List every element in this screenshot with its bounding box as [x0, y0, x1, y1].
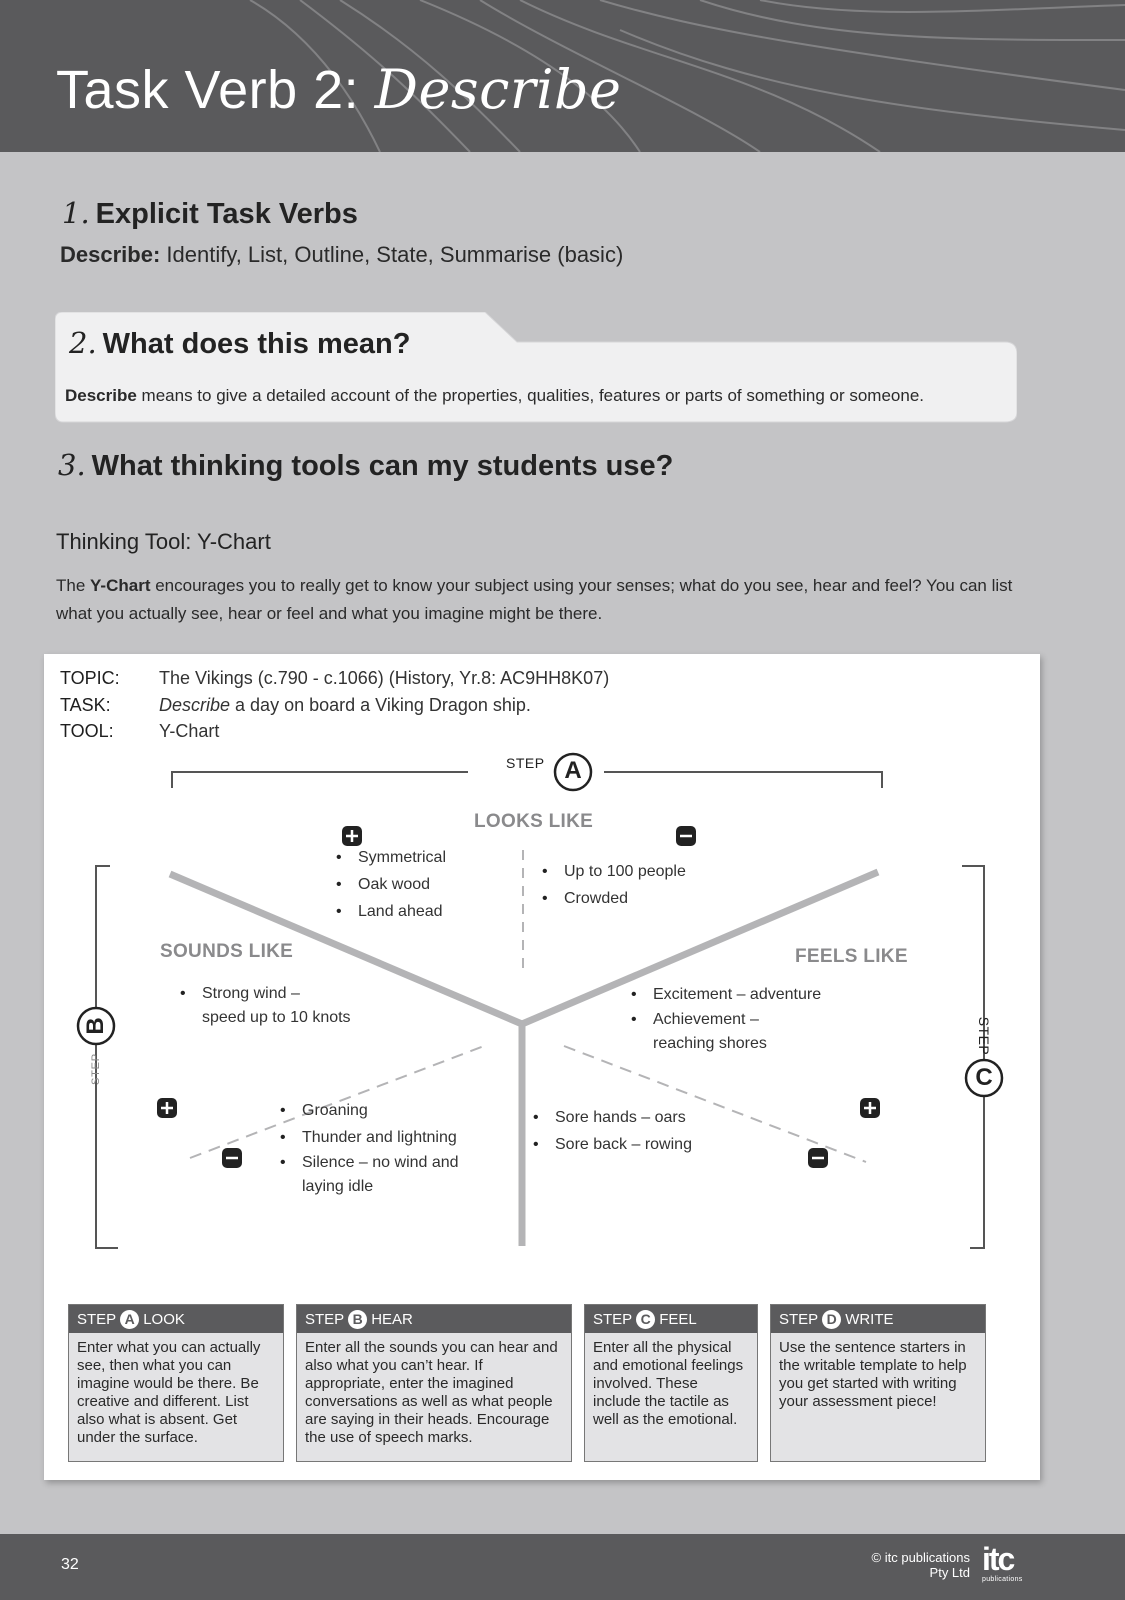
step-letter-badge: D — [822, 1310, 841, 1329]
minus-icon — [808, 1148, 828, 1168]
list-item-continuation: reaching shores — [653, 1035, 767, 1052]
copyright — [830, 1550, 970, 1580]
step-a-bracket-right — [604, 772, 882, 788]
step-b-box — [296, 1304, 572, 1462]
section-3-heading — [58, 448, 673, 483]
meaning-bold: Describe — [65, 386, 137, 405]
list-item: • Silence – no wind and — [278, 1151, 459, 1175]
step-d-header — [771, 1305, 985, 1333]
list-item-continuation: laying idle — [302, 1178, 374, 1195]
title-plain: Task Verb 2: — [56, 60, 375, 120]
explicit-verbs-text: Identify, List, Outline, State, Summarise (basic) — [160, 242, 624, 267]
plus-icon — [157, 1098, 177, 1118]
list-item: • Thunder and lightning — [278, 1124, 459, 1151]
looks-plus-list — [334, 844, 446, 925]
list-item: • Strong wind – — [178, 982, 351, 1006]
ychart-diagram — [44, 654, 1040, 1294]
copyright-line-2: Pty Ltd — [929, 1565, 970, 1580]
step-b-text: Enter all the sounds you can hear and also what you can’t hear. If appropriate, enter the imagined conversations as well as what people are saying in their heads. Encourage the use of speech marks. — [305, 1339, 558, 1446]
sounds-like-heading: SOUNDS LIKE — [160, 941, 294, 962]
plus-icon — [342, 826, 362, 846]
list-item: • Excitement – adventure — [629, 981, 821, 1008]
page-footer — [0, 1534, 1125, 1600]
copyright-line-1: © itc publications — [871, 1550, 970, 1565]
section-2-number: 2. — [69, 326, 97, 360]
step-d-text: Use the sentence starters in the writable template to help you get started with writing your assessment piece! — [779, 1339, 967, 1410]
step-action: WRITE — [845, 1310, 894, 1328]
meaning-callout — [55, 312, 1017, 427]
intro-bold: Y-Chart — [90, 576, 151, 595]
section-2-title: What does this mean? — [102, 328, 411, 360]
step-a-word: STEP — [506, 755, 545, 771]
step-action: LOOK — [143, 1310, 185, 1328]
step-a-header — [69, 1305, 283, 1333]
feels-plus-list — [629, 981, 821, 1056]
step-b-letter: B — [82, 1017, 109, 1035]
minus-icon — [676, 826, 696, 846]
step-d-box — [770, 1304, 986, 1462]
topic-label: TOPIC: — [60, 668, 120, 688]
step-c-word: STEP — [976, 1016, 992, 1056]
section-1-title: Explicit Task Verbs — [95, 198, 358, 230]
looks-like-heading: LOOKS LIKE — [474, 811, 594, 832]
step-b-word: STEP — [90, 1053, 102, 1085]
page-title — [56, 58, 622, 121]
list-item: • Groaning — [278, 1097, 459, 1124]
section-1-number: 1. — [62, 196, 90, 230]
sounds-minus-list — [278, 1097, 459, 1199]
step-c-box — [584, 1304, 758, 1462]
thinking-tool-title: Thinking Tool: Y-Chart — [56, 529, 271, 554]
step-a-box — [68, 1304, 284, 1462]
list-item: • Land ahead — [334, 898, 446, 925]
feels-like-heading: FEELS LIKE — [795, 946, 908, 967]
list-item: • Oak wood — [334, 871, 446, 898]
page-number: 32 — [61, 1556, 79, 1573]
list-item: • Sore back – rowing — [531, 1131, 692, 1158]
title-script: Describe — [374, 58, 622, 121]
step-c-header — [585, 1305, 757, 1333]
intro-pre: The — [56, 576, 91, 595]
list-item: • Symmetrical — [334, 844, 446, 871]
ychart-panel — [44, 654, 1040, 1480]
tool-value: Y-Chart — [159, 721, 220, 741]
meaning-text — [65, 386, 924, 406]
list-item: • Up to 100 people — [540, 858, 686, 885]
step-word: STEP — [779, 1310, 819, 1328]
logo-text: itc — [982, 1541, 1014, 1577]
feels-minus-list — [531, 1104, 692, 1158]
step-letter-badge: C — [636, 1310, 655, 1329]
explicit-verbs-line — [60, 242, 623, 268]
step-letter-badge: A — [120, 1310, 139, 1329]
page-header — [0, 0, 1125, 152]
plus-icon — [860, 1098, 880, 1118]
step-letter-badge: B — [348, 1310, 367, 1329]
section-1-heading — [62, 196, 358, 231]
step-c-text: Enter all the physical and emotional feelings involved. These include the tactile as well as the emotional. — [593, 1339, 744, 1428]
step-b-header — [297, 1305, 571, 1333]
step-word: STEP — [77, 1310, 117, 1328]
step-word: STEP — [593, 1310, 633, 1328]
list-item-continuation: speed up to 10 knots — [202, 1009, 351, 1026]
step-c-letter: C — [975, 1064, 993, 1091]
list-item: • Achievement – — [629, 1008, 821, 1032]
topic-value: The Vikings (c.790 - c.1066) (History, Yr.8: AC9HH8K07) — [159, 668, 610, 688]
task-italic: Describe — [159, 695, 231, 715]
ychart-intro — [56, 572, 1016, 628]
step-a-letter: A — [564, 757, 582, 784]
describe-label: Describe: — [60, 242, 161, 267]
task-label: TASK: — [60, 695, 111, 715]
step-c-bracket — [962, 866, 984, 1248]
step-a-bracket-left — [172, 772, 468, 788]
step-action: HEAR — [371, 1310, 413, 1328]
tool-label: TOOL: — [60, 721, 114, 741]
step-action: FEEL — [659, 1310, 697, 1328]
list-item: • Crowded — [540, 885, 686, 912]
sounds-plus-list — [178, 982, 351, 1030]
section-3-title: What thinking tools can my students use? — [91, 450, 674, 482]
step-a-text: Enter what you can actually see, then what you can imagine would be there. Be creative and different. List also what is absent. Get under the surface. — [77, 1339, 261, 1446]
section-3-number: 3. — [58, 448, 86, 482]
list-item: • Sore hands – oars — [531, 1104, 692, 1131]
intro-post: encourages you to really get to know your subject using your senses; what do you see, hear and feel? You can list what you actually see, hear or feel and what you imagine might be there. — [56, 576, 1013, 623]
minus-icon — [222, 1148, 242, 1168]
meaning-body: means to give a detailed account of the properties, qualities, features or parts of something or someone. — [136, 386, 924, 405]
logo-subtext: publications — [982, 1576, 1023, 1583]
task-text: a day on board a Viking Dragon ship. — [230, 695, 531, 715]
step-word: STEP — [305, 1310, 345, 1328]
looks-minus-list — [540, 858, 686, 912]
section-2-heading — [69, 326, 410, 361]
itc-logo — [982, 1542, 1032, 1592]
